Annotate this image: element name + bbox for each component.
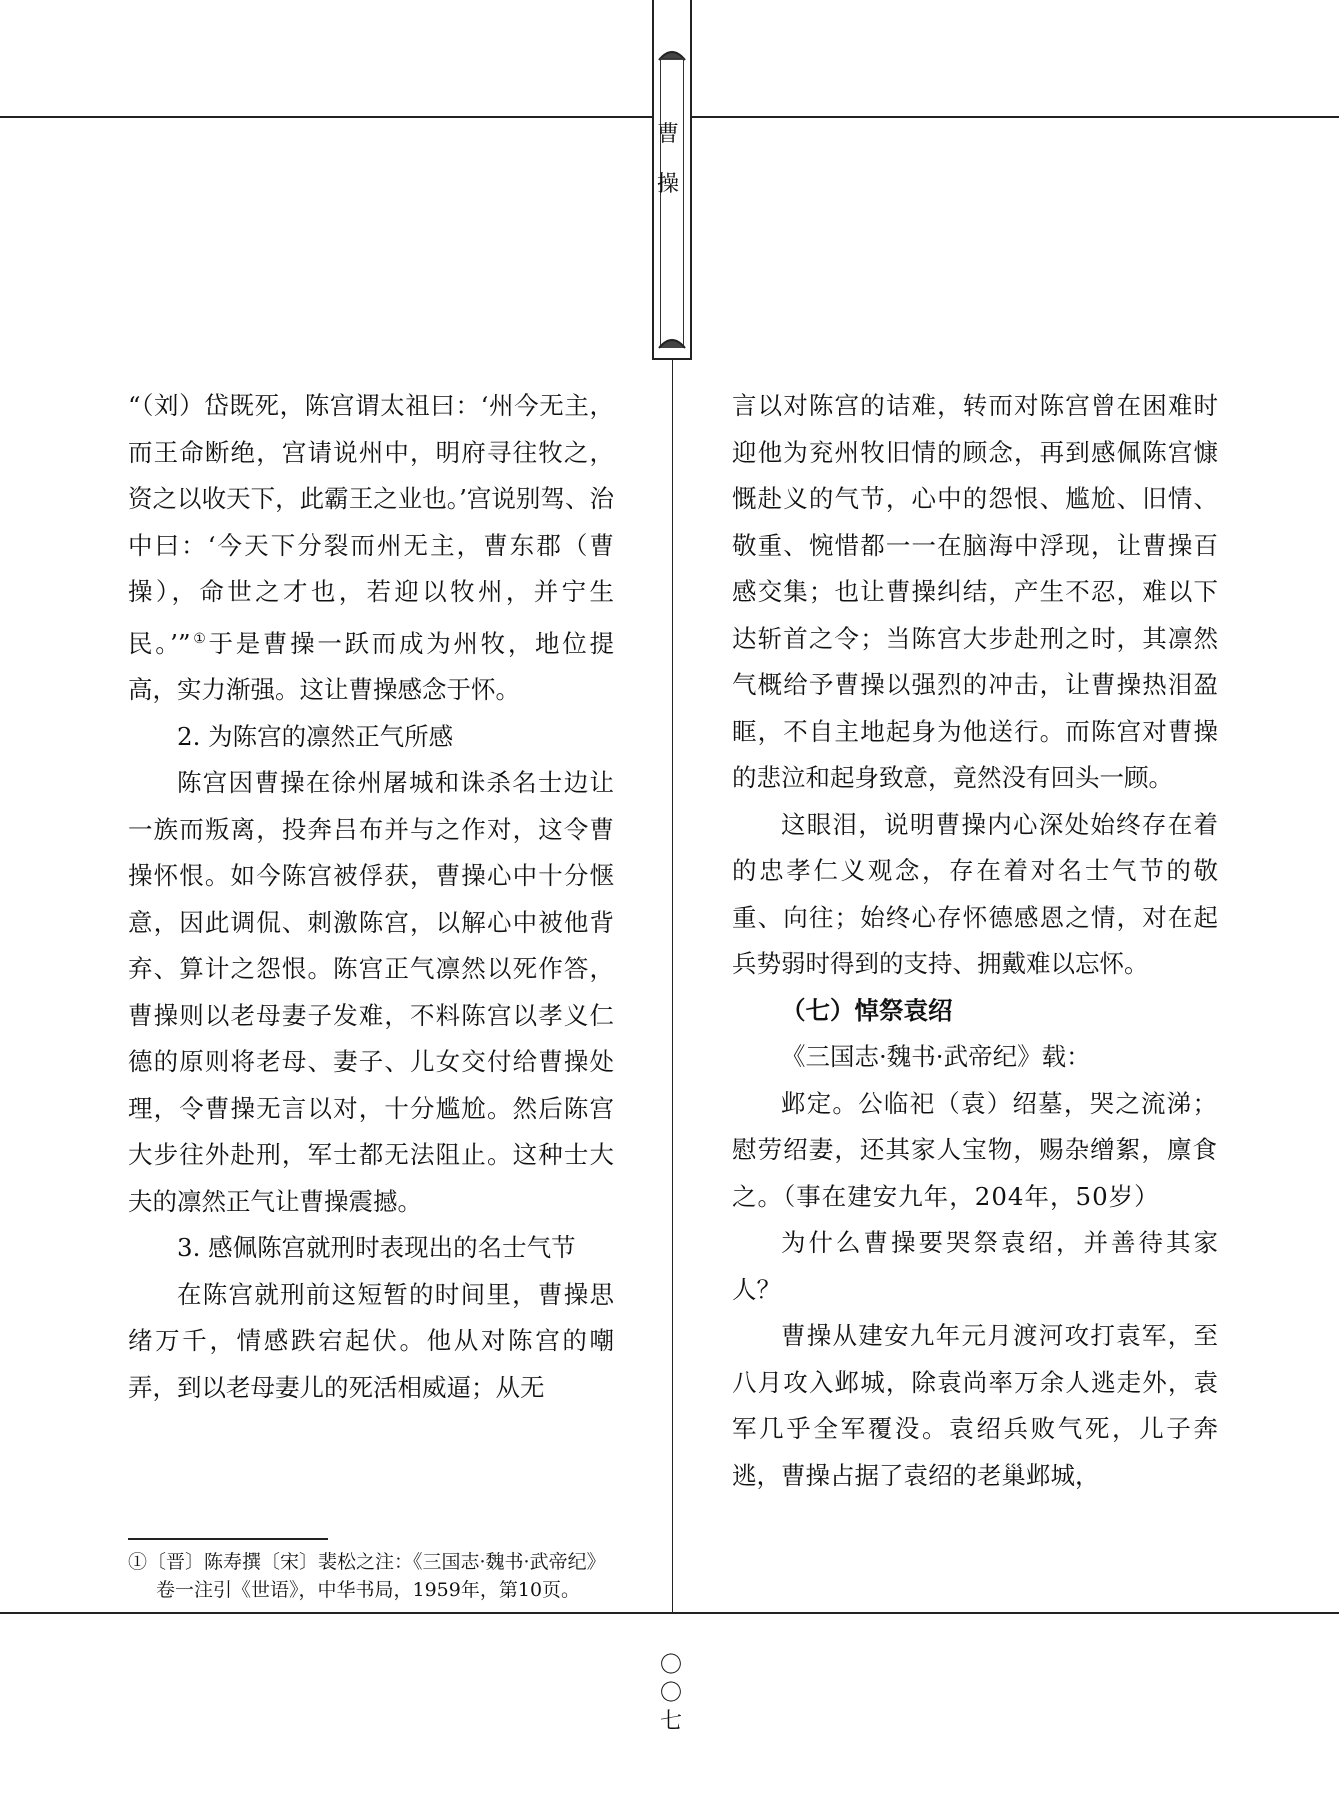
paragraph: 陈宫因曹操在徐州屠城和诛杀名士边让一族而叛离，投奔吕布并与之作对，这令曹操怀恨。如今陈宫被俘获，曹操心中十分惬意，因此调侃、刺激陈宫，以解心中被他背弃、算计之怨恨。陈宫正气凛然以死作答，曹操则以老母妻子发难，不料陈宫以孝义仁德的原则将老母、妻子、儿女交付给曹操处理，令曹操无言以对，十分尴尬。然后陈宫大步往外赴刑，军士都无法阻止。这种士大夫的凛然正气让曹操震撼。 (128, 768, 614, 1216)
page-number-digit: 〇 (659, 1681, 682, 1706)
section-heading: 2. 为陈宫的凛然正气所感 (177, 721, 454, 751)
page-number (658, 1652, 684, 1736)
running-title-char: 操 (657, 172, 680, 197)
source-citation: 《三国志·魏书·武帝纪》载： (781, 1042, 1091, 1071)
paragraph-text: 于是曹操一跃而成为州牧，地位提高，实力渐强。这让曹操感念于怀。 (128, 628, 614, 705)
paragraph: 在陈宫就刑前这短暂的时间里，曹操思绪万千，情感跌宕起伏。他从对陈宫的嘲弄，到以老母妻儿的死活相威逼；从无 (128, 1279, 614, 1402)
page-number-digit: 七 (659, 1709, 682, 1734)
running-title-spine (652, 0, 692, 360)
section-heading: （七）悼祭袁绍 (781, 995, 953, 1025)
page-number-digit: 〇 (659, 1653, 682, 1678)
footnote (128, 1548, 618, 1604)
running-title (657, 110, 680, 210)
section-heading: 3. 感佩陈宫就刑时表现出的名士气节 (177, 1233, 576, 1263)
paragraph: 这眼泪，说明曹操内心深处始终存在着的忠孝仁义观念，存在着对名士气节的敬重、向往；始终心存怀德感恩之情，对在起兵势弱时得到的支持、拥戴难以忘怀。 (732, 809, 1218, 978)
paragraph-text: “（刘）岱既死，陈宫谓太祖曰：‘州今无主，而王命断绝，宫请说州中，明府寻往牧之，资之以收天下，此霸王之业也。’宫说别驾、治中曰：‘今天下分裂而州无主，曹东郡（曹操），命世之才也，若迎以牧州，并宁生民。’” (128, 391, 614, 658)
block-quote: 邺定。公临祀（袁）绍墓，哭之流涕；慰劳绍妻，还其家人宝物，赐杂缯絮，廪食之。（事在建安九年，204年，50岁） (732, 1088, 1218, 1211)
footnote-text: ①〔晋〕陈寿撰〔宋〕裴松之注：《三国志·魏书·武帝纪》卷一注引《世语》，中华书局，1959年，第10页。 (128, 1551, 606, 1601)
paragraph: 曹操从建安九年元月渡河攻打袁军，至八月攻入邺城，除袁尚率万余人逃走外，袁军几乎全军覆没。袁绍兵败气死，儿子奔逃，曹操占据了袁绍的老巢邺城， (732, 1321, 1218, 1490)
footnote-rule (128, 1538, 328, 1540)
paragraph: 言以对陈宫的诘难，转而对陈宫曾在困难时迎他为兖州牧旧情的顾念，再到感佩陈宫慷慨赴义的气节，心中的怨恨、尴尬、旧情、敬重、惋惜都一一在脑海中浮现，让曹操百感交集；也让曹操纠结，产生不忍，难以下达斩首之令；当陈宫大步赴刑之时，其凛然气概给予曹操以强烈的冲击，让曹操热泪盈眶，不自主地起身为他送行。而陈宫对曹操的悲泣和起身致意，竟然没有回头一顾。 (732, 391, 1218, 792)
running-title-char: 曹 (657, 122, 680, 147)
ornament-bottom-icon (657, 336, 687, 350)
left-column (128, 383, 614, 1411)
column-divider (672, 360, 673, 1612)
paragraph (128, 383, 614, 714)
footnote-mark: ① (190, 630, 209, 647)
right-column (732, 383, 1218, 1499)
footer-rule (0, 1612, 1339, 1614)
paragraph: 为什么曹操要哭祭袁绍，并善待其家人？ (732, 1228, 1218, 1304)
